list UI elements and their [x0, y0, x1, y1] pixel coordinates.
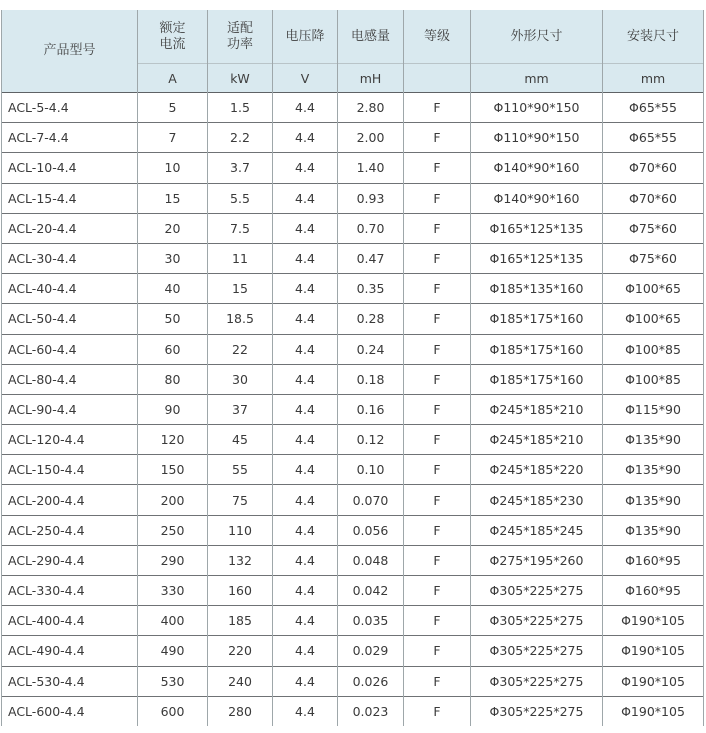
cell-voltage-drop: 4.4 [273, 485, 338, 515]
cell-power: 37 [208, 394, 273, 424]
cell-install-size: Φ75*60 [603, 243, 704, 273]
cell-outer-size: Φ185*175*160 [471, 334, 603, 364]
cell-outer-size: Φ185*175*160 [471, 364, 603, 394]
unit-install-size: mm [603, 64, 704, 93]
table-row [2, 636, 704, 666]
cell-grade: F [404, 153, 471, 183]
cell-power: 18.5 [208, 304, 273, 334]
cell-power: 55 [208, 455, 273, 485]
table-row [2, 666, 704, 696]
cell-model: ACL-40-4.4 [2, 274, 138, 304]
cell-grade: F [404, 545, 471, 575]
cell-power: 2.2 [208, 123, 273, 153]
cell-power: 30 [208, 364, 273, 394]
cell-inductance: 0.070 [338, 485, 404, 515]
header-power-line1: 适配 [226, 20, 253, 36]
cell-current: 330 [138, 576, 208, 606]
cell-current: 20 [138, 213, 208, 243]
header-power-line2: 功率 [226, 36, 253, 52]
header-model: 产品型号 [2, 10, 138, 93]
cell-model: ACL-600-4.4 [2, 696, 138, 726]
table-row [2, 606, 704, 636]
cell-current: 490 [138, 636, 208, 666]
cell-current: 250 [138, 515, 208, 545]
cell-voltage-drop: 4.4 [273, 153, 338, 183]
table-body [2, 93, 704, 727]
cell-current: 40 [138, 274, 208, 304]
cell-install-size: Φ70*60 [603, 153, 704, 183]
cell-outer-size: Φ305*225*275 [471, 696, 603, 726]
cell-install-size: Φ190*105 [603, 606, 704, 636]
cell-outer-size: Φ110*90*150 [471, 93, 603, 123]
cell-grade: F [404, 123, 471, 153]
cell-model: ACL-330-4.4 [2, 576, 138, 606]
cell-voltage-drop: 4.4 [273, 123, 338, 153]
cell-install-size: Φ100*85 [603, 334, 704, 364]
cell-model: ACL-150-4.4 [2, 455, 138, 485]
cell-grade: F [404, 576, 471, 606]
cell-outer-size: Φ245*185*220 [471, 455, 603, 485]
table-row [2, 696, 704, 726]
cell-current: 5 [138, 93, 208, 123]
cell-model: ACL-50-4.4 [2, 304, 138, 334]
cell-inductance: 0.12 [338, 425, 404, 455]
unit-outer-size: mm [471, 64, 603, 93]
cell-install-size: Φ135*90 [603, 425, 704, 455]
cell-inductance: 0.10 [338, 455, 404, 485]
unit-current: A [138, 64, 208, 93]
cell-inductance: 0.24 [338, 334, 404, 364]
cell-model: ACL-90-4.4 [2, 394, 138, 424]
cell-voltage-drop: 4.4 [273, 243, 338, 273]
cell-install-size: Φ75*60 [603, 213, 704, 243]
cell-inductance: 0.035 [338, 606, 404, 636]
cell-voltage-drop: 4.4 [273, 576, 338, 606]
cell-current: 290 [138, 545, 208, 575]
cell-install-size: Φ135*90 [603, 515, 704, 545]
cell-install-size: Φ160*95 [603, 576, 704, 606]
cell-inductance: 0.70 [338, 213, 404, 243]
cell-current: 90 [138, 394, 208, 424]
cell-voltage-drop: 4.4 [273, 606, 338, 636]
cell-outer-size: Φ165*125*135 [471, 213, 603, 243]
table-row [2, 485, 704, 515]
cell-model: ACL-10-4.4 [2, 153, 138, 183]
header-voltage-drop: 电压降 [273, 10, 338, 64]
table-row [2, 545, 704, 575]
cell-outer-size: Φ140*90*160 [471, 183, 603, 213]
cell-voltage-drop: 4.4 [273, 515, 338, 545]
cell-outer-size: Φ185*135*160 [471, 274, 603, 304]
table-row [2, 183, 704, 213]
cell-outer-size: Φ245*185*210 [471, 425, 603, 455]
table-header [2, 10, 704, 93]
cell-model: ACL-7-4.4 [2, 123, 138, 153]
unit-voltage-drop: V [273, 64, 338, 93]
cell-voltage-drop: 4.4 [273, 334, 338, 364]
cell-grade: F [404, 213, 471, 243]
cell-inductance: 0.023 [338, 696, 404, 726]
table-row [2, 153, 704, 183]
table-row [2, 576, 704, 606]
cell-voltage-drop: 4.4 [273, 666, 338, 696]
cell-grade: F [404, 274, 471, 304]
cell-grade: F [404, 696, 471, 726]
cell-inductance: 0.056 [338, 515, 404, 545]
cell-power: 22 [208, 334, 273, 364]
cell-inductance: 0.042 [338, 576, 404, 606]
cell-install-size: Φ115*90 [603, 394, 704, 424]
cell-voltage-drop: 4.4 [273, 455, 338, 485]
cell-install-size: Φ100*65 [603, 274, 704, 304]
cell-grade: F [404, 93, 471, 123]
cell-model: ACL-490-4.4 [2, 636, 138, 666]
cell-grade: F [404, 394, 471, 424]
cell-voltage-drop: 4.4 [273, 364, 338, 394]
header-outer-size: 外形尺寸 [471, 10, 603, 64]
cell-install-size: Φ70*60 [603, 183, 704, 213]
cell-current: 60 [138, 334, 208, 364]
cell-outer-size: Φ165*125*135 [471, 243, 603, 273]
cell-model: ACL-290-4.4 [2, 545, 138, 575]
cell-inductance: 2.00 [338, 123, 404, 153]
cell-model: ACL-120-4.4 [2, 425, 138, 455]
cell-current: 10 [138, 153, 208, 183]
cell-outer-size: Φ245*185*210 [471, 394, 603, 424]
cell-install-size: Φ65*55 [603, 93, 704, 123]
cell-install-size: Φ190*105 [603, 636, 704, 666]
cell-grade: F [404, 515, 471, 545]
unit-grade [404, 64, 471, 93]
cell-grade: F [404, 455, 471, 485]
header-rated-current-line2: 电流 [159, 36, 186, 52]
cell-power: 280 [208, 696, 273, 726]
cell-power: 7.5 [208, 213, 273, 243]
header-power [208, 10, 273, 64]
cell-model: ACL-60-4.4 [2, 334, 138, 364]
cell-inductance: 0.026 [338, 666, 404, 696]
cell-outer-size: Φ110*90*150 [471, 123, 603, 153]
cell-current: 30 [138, 243, 208, 273]
cell-power: 1.5 [208, 93, 273, 123]
cell-inductance: 0.029 [338, 636, 404, 666]
cell-current: 120 [138, 425, 208, 455]
cell-outer-size: Φ305*225*275 [471, 666, 603, 696]
cell-power: 5.5 [208, 183, 273, 213]
cell-install-size: Φ160*95 [603, 545, 704, 575]
cell-install-size: Φ135*90 [603, 455, 704, 485]
cell-model: ACL-20-4.4 [2, 213, 138, 243]
cell-install-size: Φ190*105 [603, 696, 704, 726]
cell-voltage-drop: 4.4 [273, 93, 338, 123]
cell-power: 11 [208, 243, 273, 273]
cell-grade: F [404, 636, 471, 666]
header-inductance: 电感量 [338, 10, 404, 64]
cell-install-size: Φ135*90 [603, 485, 704, 515]
cell-current: 15 [138, 183, 208, 213]
table-row [2, 123, 704, 153]
cell-voltage-drop: 4.4 [273, 425, 338, 455]
cell-outer-size: Φ275*195*260 [471, 545, 603, 575]
cell-model: ACL-250-4.4 [2, 515, 138, 545]
table-row [2, 394, 704, 424]
cell-model: ACL-30-4.4 [2, 243, 138, 273]
cell-grade: F [404, 334, 471, 364]
cell-outer-size: Φ305*225*275 [471, 606, 603, 636]
cell-power: 110 [208, 515, 273, 545]
cell-voltage-drop: 4.4 [273, 304, 338, 334]
cell-outer-size: Φ140*90*160 [471, 153, 603, 183]
header-grade: 等级 [404, 10, 471, 64]
cell-power: 132 [208, 545, 273, 575]
cell-inductance: 0.28 [338, 304, 404, 334]
cell-inductance: 0.18 [338, 364, 404, 394]
cell-power: 75 [208, 485, 273, 515]
cell-current: 50 [138, 304, 208, 334]
table-row [2, 515, 704, 545]
cell-model: ACL-530-4.4 [2, 666, 138, 696]
spec-table [1, 10, 704, 726]
header-rated-current-line1: 额定 [159, 20, 186, 36]
table-row [2, 425, 704, 455]
cell-inductance: 0.47 [338, 243, 404, 273]
table-row [2, 93, 704, 123]
cell-power: 185 [208, 606, 273, 636]
cell-voltage-drop: 4.4 [273, 394, 338, 424]
header-rated-current [138, 10, 208, 64]
cell-power: 45 [208, 425, 273, 455]
cell-voltage-drop: 4.4 [273, 274, 338, 304]
table-row [2, 274, 704, 304]
cell-grade: F [404, 183, 471, 213]
cell-grade: F [404, 485, 471, 515]
cell-current: 200 [138, 485, 208, 515]
cell-model: ACL-5-4.4 [2, 93, 138, 123]
unit-inductance: mH [338, 64, 404, 93]
cell-voltage-drop: 4.4 [273, 545, 338, 575]
cell-voltage-drop: 4.4 [273, 636, 338, 666]
cell-outer-size: Φ305*225*275 [471, 636, 603, 666]
cell-outer-size: Φ245*185*245 [471, 515, 603, 545]
cell-voltage-drop: 4.4 [273, 183, 338, 213]
cell-install-size: Φ100*85 [603, 364, 704, 394]
cell-power: 3.7 [208, 153, 273, 183]
table-row [2, 455, 704, 485]
cell-power: 15 [208, 274, 273, 304]
unit-power: kW [208, 64, 273, 93]
cell-current: 80 [138, 364, 208, 394]
cell-inductance: 1.40 [338, 153, 404, 183]
cell-inductance: 2.80 [338, 93, 404, 123]
cell-power: 160 [208, 576, 273, 606]
cell-current: 400 [138, 606, 208, 636]
cell-grade: F [404, 606, 471, 636]
cell-grade: F [404, 364, 471, 394]
cell-model: ACL-200-4.4 [2, 485, 138, 515]
cell-current: 530 [138, 666, 208, 696]
cell-voltage-drop: 4.4 [273, 696, 338, 726]
cell-inductance: 0.048 [338, 545, 404, 575]
table-row [2, 364, 704, 394]
cell-grade: F [404, 666, 471, 696]
cell-install-size: Φ100*65 [603, 304, 704, 334]
cell-current: 600 [138, 696, 208, 726]
cell-inductance: 0.16 [338, 394, 404, 424]
cell-model: ACL-400-4.4 [2, 606, 138, 636]
cell-grade: F [404, 243, 471, 273]
table-row [2, 243, 704, 273]
cell-install-size: Φ65*55 [603, 123, 704, 153]
cell-power: 220 [208, 636, 273, 666]
cell-voltage-drop: 4.4 [273, 213, 338, 243]
header-install-size: 安装尺寸 [603, 10, 704, 64]
cell-current: 7 [138, 123, 208, 153]
cell-inductance: 0.93 [338, 183, 404, 213]
cell-inductance: 0.35 [338, 274, 404, 304]
cell-install-size: Φ190*105 [603, 666, 704, 696]
table-row [2, 334, 704, 364]
table-row [2, 213, 704, 243]
table-row [2, 304, 704, 334]
cell-grade: F [404, 425, 471, 455]
cell-outer-size: Φ185*175*160 [471, 304, 603, 334]
cell-power: 240 [208, 666, 273, 696]
cell-outer-size: Φ245*185*230 [471, 485, 603, 515]
cell-grade: F [404, 304, 471, 334]
cell-model: ACL-80-4.4 [2, 364, 138, 394]
cell-outer-size: Φ305*225*275 [471, 576, 603, 606]
cell-current: 150 [138, 455, 208, 485]
cell-model: ACL-15-4.4 [2, 183, 138, 213]
